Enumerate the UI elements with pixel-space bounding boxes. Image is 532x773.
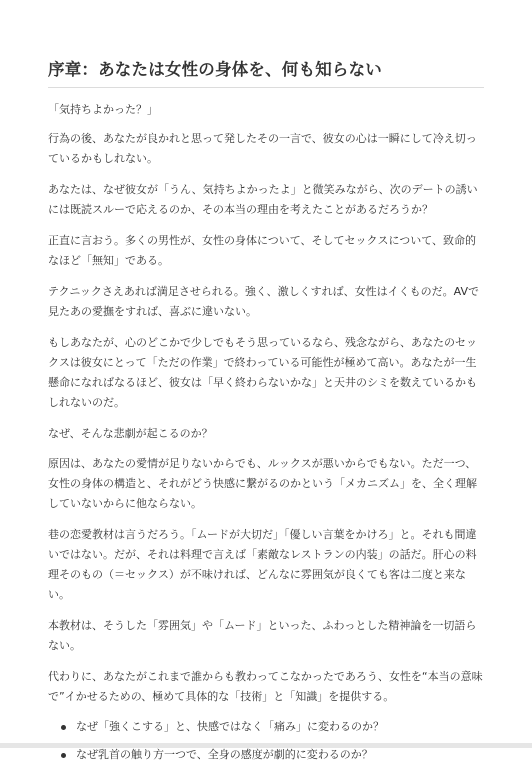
list-item-text: なぜ「強くこする」と、快感ではなく「痛み」に変わるのか？ [76, 720, 384, 733]
list-item-text: なぜ乳首の触り方一つで、全身の感度が劇的に変わるのか？ [76, 748, 373, 761]
paragraph: 正直に言おう。多くの男性が、女性の身体について、そしてセックスについて、致命的なほど「無知」である。 [48, 234, 477, 267]
bullet-icon [61, 753, 66, 758]
paragraph: 行為の後、あなたが良かれと思って発したその一言で、彼女の心は一瞬にして冷え切っているかもしれない。 [48, 132, 477, 165]
paragraph-quote: 「気持ちよかった？」 [48, 103, 158, 116]
paragraph: 本教材は、そうした「雰囲気」や「ムード」といった、ふわっとした精神論を一切語らない。 [48, 619, 477, 652]
chapter-title: 序章：あなたは女性の身体を、何も知らない [48, 58, 484, 88]
paragraph: なぜ、そんな悲劇が起こるのか？ [48, 427, 213, 440]
paragraph: 巷の恋愛教材は言うだろう。「ムードが大切だ」「優しい言葉をかけろ」と。それも間違いではない。だが、それは料理で言えば「素敵なレストランの内装」の話だ。肝心の料理そのもの（＝セックス）が不味ければ、どんなに雰囲気が良くても客は二度と来ない。 [48, 528, 477, 601]
paragraph: あなたは、なぜ彼女が「うん、気持ちよかったよ」と微笑みながら、次のデートの誘いには既読スルーで応えるのか、その本当の理由を考えたことがあるだろうか？ [48, 183, 478, 216]
paragraph: 代わりに、あなたがこれまで誰からも教わってこなかったであろう、女性を“本当の意味で”イかせるための、極めて具体的な「技術」と「知識」を提供する。 [48, 670, 483, 703]
paragraph: 原因は、あなたの愛情が足りないからでも、ルックスが悪いからでもない。ただ一つ、女性の身体の構造と、それがどう快感に繋がるのかという「メカニズム」を、全く理解していないからに他ならない。 [48, 457, 477, 510]
list-item [48, 745, 484, 765]
bullet-list [48, 717, 484, 765]
paragraph: テクニックさえあれば満足させられる。強く、激しくすれば、女性はイくものだ。AVで見たあの愛撫をすれば、喜ぶに違いない。 [48, 285, 480, 318]
list-item [48, 717, 484, 737]
bullet-icon [61, 725, 66, 730]
paragraph: もしあなたが、心のどこかで少しでもそう思っているなら、残念ながら、あなたのセックスは彼女にとって「ただの作業」で終わっている可能性が極めて高い。あなたが一生懸命になればなるほど、彼女は「早く終わらないかな」と天井のシミを数えているかもしれないのだ。 [48, 336, 477, 409]
bottom-scroll-edge [0, 743, 532, 748]
document-body [48, 58, 484, 773]
